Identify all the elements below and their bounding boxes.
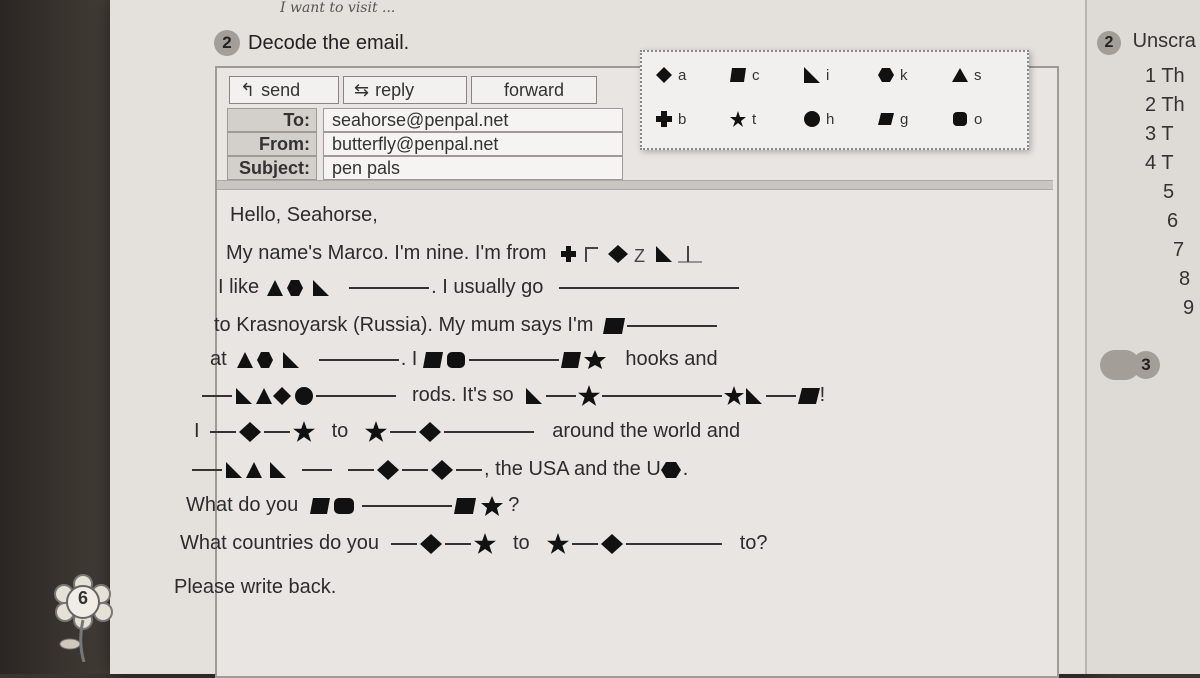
to-field[interactable]: seahorse@penpal.net: [323, 108, 623, 132]
coded-word-end: [724, 386, 764, 406]
rounded-square-icon: [952, 111, 968, 127]
hexagon-icon: [878, 67, 894, 83]
right-exercise-title: Unscra: [1132, 30, 1196, 52]
coded-word-suffix: [561, 350, 611, 370]
body-line-4: at . I hooks and: [210, 348, 718, 370]
from-label: From:: [227, 132, 317, 156]
list-item: 5: [1163, 181, 1175, 203]
send-arrow-icon: ↰: [240, 79, 256, 100]
header-separator: [217, 180, 1053, 190]
answer-blank[interactable]: [391, 543, 417, 545]
answer-blank[interactable]: [602, 395, 722, 397]
right-exercise-heading: [1097, 30, 1196, 55]
body-line-7: , the USA and the U .: [190, 458, 688, 481]
email-window: [215, 66, 1059, 678]
star-icon: [730, 111, 746, 127]
key-k: k: [878, 60, 932, 90]
key-c: c: [730, 60, 784, 90]
forward-label: forward: [503, 79, 565, 100]
body-line-3: to Krasnoyarsk (Russia). My mum says I'm: [214, 314, 719, 337]
diamond-icon: [419, 533, 443, 555]
subject-field[interactable]: pen pals: [323, 156, 623, 180]
closing-line: Please write back.: [174, 576, 337, 598]
diamond-icon: [656, 67, 672, 83]
coded-word-visit: [224, 460, 300, 480]
body-line-6: I to around the world and: [194, 420, 741, 442]
from-row: [227, 132, 623, 156]
right-triangle-icon: [524, 386, 544, 406]
diamond-icon: [600, 533, 624, 555]
star-icon: [473, 533, 497, 555]
parallelogram-icon: [603, 316, 625, 336]
diamond-icon: [418, 421, 442, 443]
page-number: 6: [77, 588, 88, 608]
email-toolbar: [229, 76, 597, 104]
subject-row: [227, 156, 623, 180]
key-g: g: [878, 104, 932, 134]
right-numbered-list: [1145, 62, 1194, 323]
answer-blank[interactable]: [445, 543, 471, 545]
answer-blank[interactable]: [316, 395, 396, 397]
answer-blank[interactable]: [626, 543, 722, 545]
to-row: [227, 108, 623, 132]
answer-blank[interactable]: [572, 543, 598, 545]
diamond-icon: [238, 421, 262, 443]
answer-blank[interactable]: [302, 469, 332, 471]
coded-word-skiing-start: [267, 278, 347, 298]
right-exercise-number: 2: [1097, 31, 1121, 55]
key-a: a: [656, 60, 710, 90]
reply-button[interactable]: [343, 76, 467, 104]
triangle-icon: [952, 67, 968, 83]
answer-blank[interactable]: [546, 395, 576, 397]
key-row-2: [656, 104, 1006, 134]
answer-blank[interactable]: [469, 359, 559, 361]
cross-icon: [656, 111, 672, 127]
coded-word-collect: [423, 350, 467, 370]
exercise-title: Decode the email.: [248, 31, 410, 54]
coded-word-collect: [310, 496, 360, 516]
send-label: send: [261, 79, 301, 100]
diamond-icon: [430, 459, 454, 481]
coded-word-ski-school: [237, 350, 317, 370]
answer-blank[interactable]: [627, 325, 717, 327]
coded-word-suffix: [454, 495, 508, 517]
answer-blank[interactable]: [349, 287, 429, 289]
hexagon-icon: [661, 460, 683, 480]
flower-icon: [48, 572, 118, 662]
subject-label: Subject:: [227, 156, 317, 180]
send-button[interactable]: [229, 76, 339, 104]
body-line-2: I like . I usually go: [218, 276, 741, 299]
key-row-1: [656, 60, 1006, 90]
body-line-8: What do you ?: [186, 494, 520, 516]
top-handwriting-fragment: I want to visit ...: [280, 0, 396, 14]
body-line-9: What countries do you to to?: [180, 532, 768, 554]
key-t: t: [730, 104, 784, 134]
list-item: 6: [1167, 210, 1179, 232]
diamond-icon: [376, 459, 400, 481]
key-b: b: [656, 104, 710, 134]
reply-label: reply: [375, 79, 415, 100]
circle-icon: [804, 111, 820, 127]
list-item: 2 Th: [1145, 94, 1185, 116]
reply-arrow-icon: ⇆: [354, 79, 370, 100]
key-s: s: [952, 60, 1006, 90]
symbol-key-card: [640, 50, 1029, 150]
parallelogram-icon: [798, 386, 820, 406]
exercise-3-number: 3: [1132, 351, 1160, 379]
slanted-square-icon: [878, 111, 894, 127]
body-line-1: My name's Marco. I'm nine. I'm from Z: [226, 242, 706, 265]
list-item: 8: [1179, 268, 1191, 290]
key-i: i: [804, 60, 858, 90]
exercise-number: 2: [214, 30, 240, 56]
star-icon: [292, 421, 316, 443]
key-h: h: [804, 104, 858, 134]
star-icon: [546, 533, 570, 555]
list-item: 3 T: [1145, 123, 1174, 145]
to-label: To:: [227, 108, 317, 132]
exercise-heading: [214, 30, 409, 56]
answer-blank[interactable]: [348, 469, 374, 471]
answer-blank[interactable]: [202, 395, 232, 397]
coded-word-brazil: [556, 244, 706, 264]
forward-button[interactable]: [471, 76, 597, 104]
coded-word-fishing: [234, 386, 314, 406]
answer-blank[interactable]: [766, 395, 796, 397]
list-item: 1 Th: [1145, 65, 1185, 87]
body-line-5: rods. It's so !: [200, 384, 825, 407]
greeting: Hello, Seahorse,: [230, 204, 378, 226]
answer-blank[interactable]: [210, 431, 236, 433]
answer-blank[interactable]: [192, 469, 222, 471]
answer-blank[interactable]: [402, 469, 428, 471]
list-item: 4 T: [1145, 152, 1174, 174]
answer-blank[interactable]: [444, 431, 534, 433]
star-icon: [364, 421, 388, 443]
list-item: 9: [1183, 297, 1195, 319]
answer-blank[interactable]: [264, 431, 290, 433]
svg-text:Z: Z: [634, 245, 646, 264]
star-icon: [578, 385, 600, 407]
answer-blank[interactable]: [362, 505, 452, 507]
page-number-flower-badge: [48, 572, 118, 662]
parallelogram-icon: [730, 67, 746, 83]
right-exercise-3: [1100, 350, 1160, 380]
right-triangle-icon: [804, 67, 820, 83]
answer-blank[interactable]: [456, 469, 482, 471]
key-o: o: [952, 104, 1006, 134]
answer-blank[interactable]: [319, 359, 399, 361]
answer-blank[interactable]: [390, 431, 416, 433]
list-item: 7: [1173, 239, 1185, 261]
answer-blank[interactable]: [559, 287, 739, 289]
from-field[interactable]: butterfly@penpal.net: [323, 132, 623, 156]
